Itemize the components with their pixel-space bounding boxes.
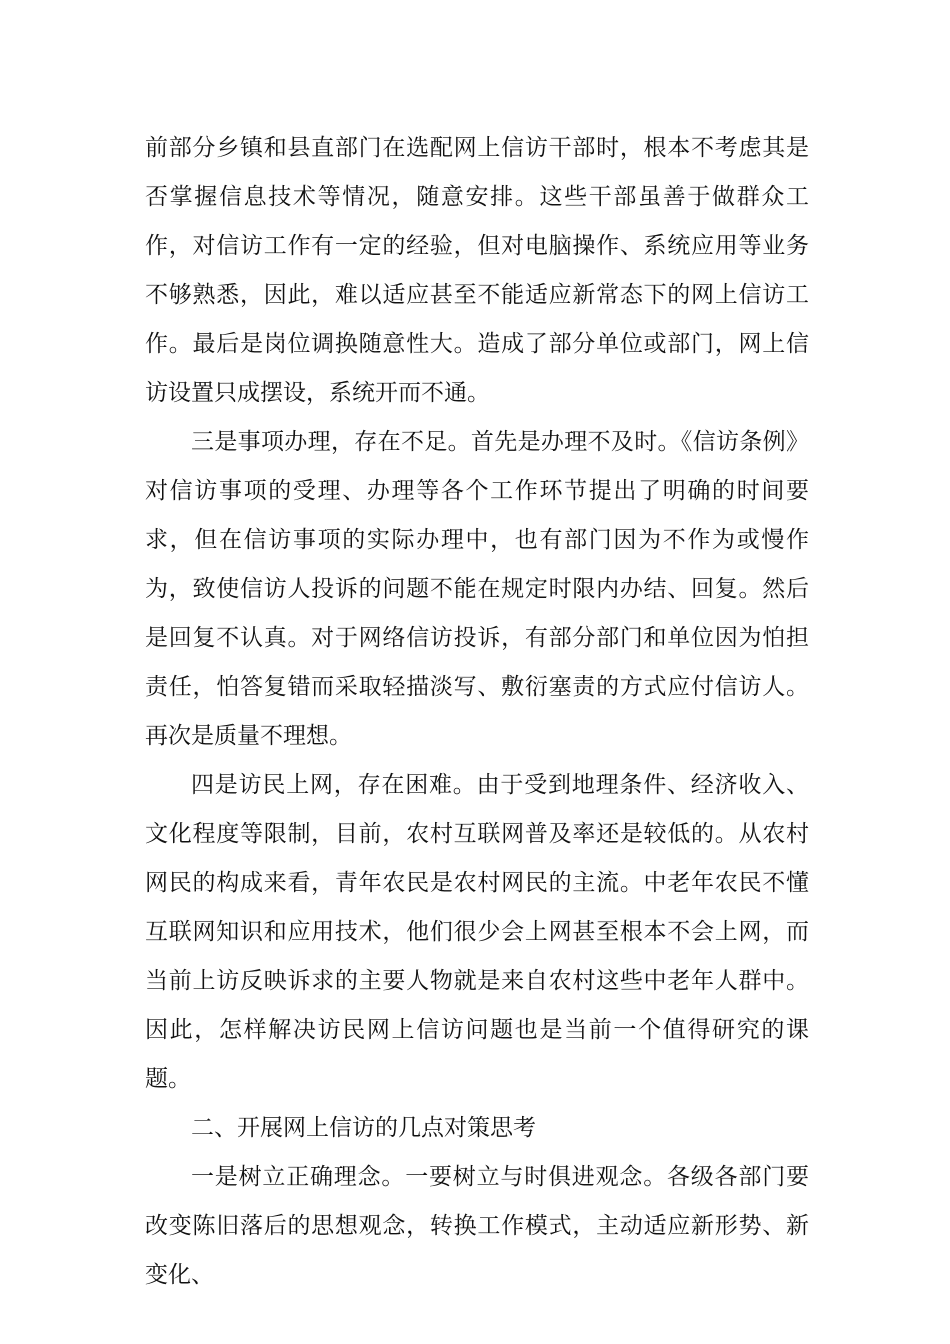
paragraph-continuation: 前部分乡镇和县直部门在选配网上信访干部时，根本不考虑其是否掌握信息技术等情况，随意安排。这些干部虽善于做群众工作，对信访工作有一定的经验，但对电脑操作、系统应用等业务不够熟悉，因此，难以适应甚至不能适应新常态下的网上信访工作。最后是岗位调换随意性大。造成了部分单位或部门，网上信访设置只成摆设，系统开而不通。 [145, 135, 809, 406]
paragraph-item-one: 一是树立正确理念。一要树立与时俱进观念。各级各部门要改变陈旧落后的思想观念，转换工作模式，主动适应新形势、新变化、 [145, 1164, 809, 1288]
paragraph-item-three: 三是事项办理，存在不足。首先是办理不及时。《信访条例》对信访事项的受理、办理等各个工作环节提出了明确的时间要求，但在信访事项的实际办理中，也有部门因为不作为或慢作为，致使信访人投诉的问题不能在规定时限内办结、回复。然后是回复不认真。对于网络信访投诉，有部分部门和单位因为怕担责任，怕答复错而采取轻描淡写、敷衍塞责的方式应付信访人。再次是质量不理想。 [145, 429, 809, 749]
section-heading: 二、开展网上信访的几点对策思考 [191, 1115, 536, 1141]
paragraph-item-four: 四是访民上网，存在困难。由于受到地理条件、经济收入、文化程度等限制，目前，农村互联网普及率还是较低的。从农村网民的构成来看，青年农民是农村网民的主流。中老年农民不懂互联网知识和应用技术，他们很少会上网甚至根本不会上网，而当前上访反映诉求的主要人物就是来自农村这些中老年人群中。因此，怎样解决访民网上信访问题也是当前一个值得研究的课题。 [145, 772, 809, 1092]
document-body [145, 124, 809, 1300]
